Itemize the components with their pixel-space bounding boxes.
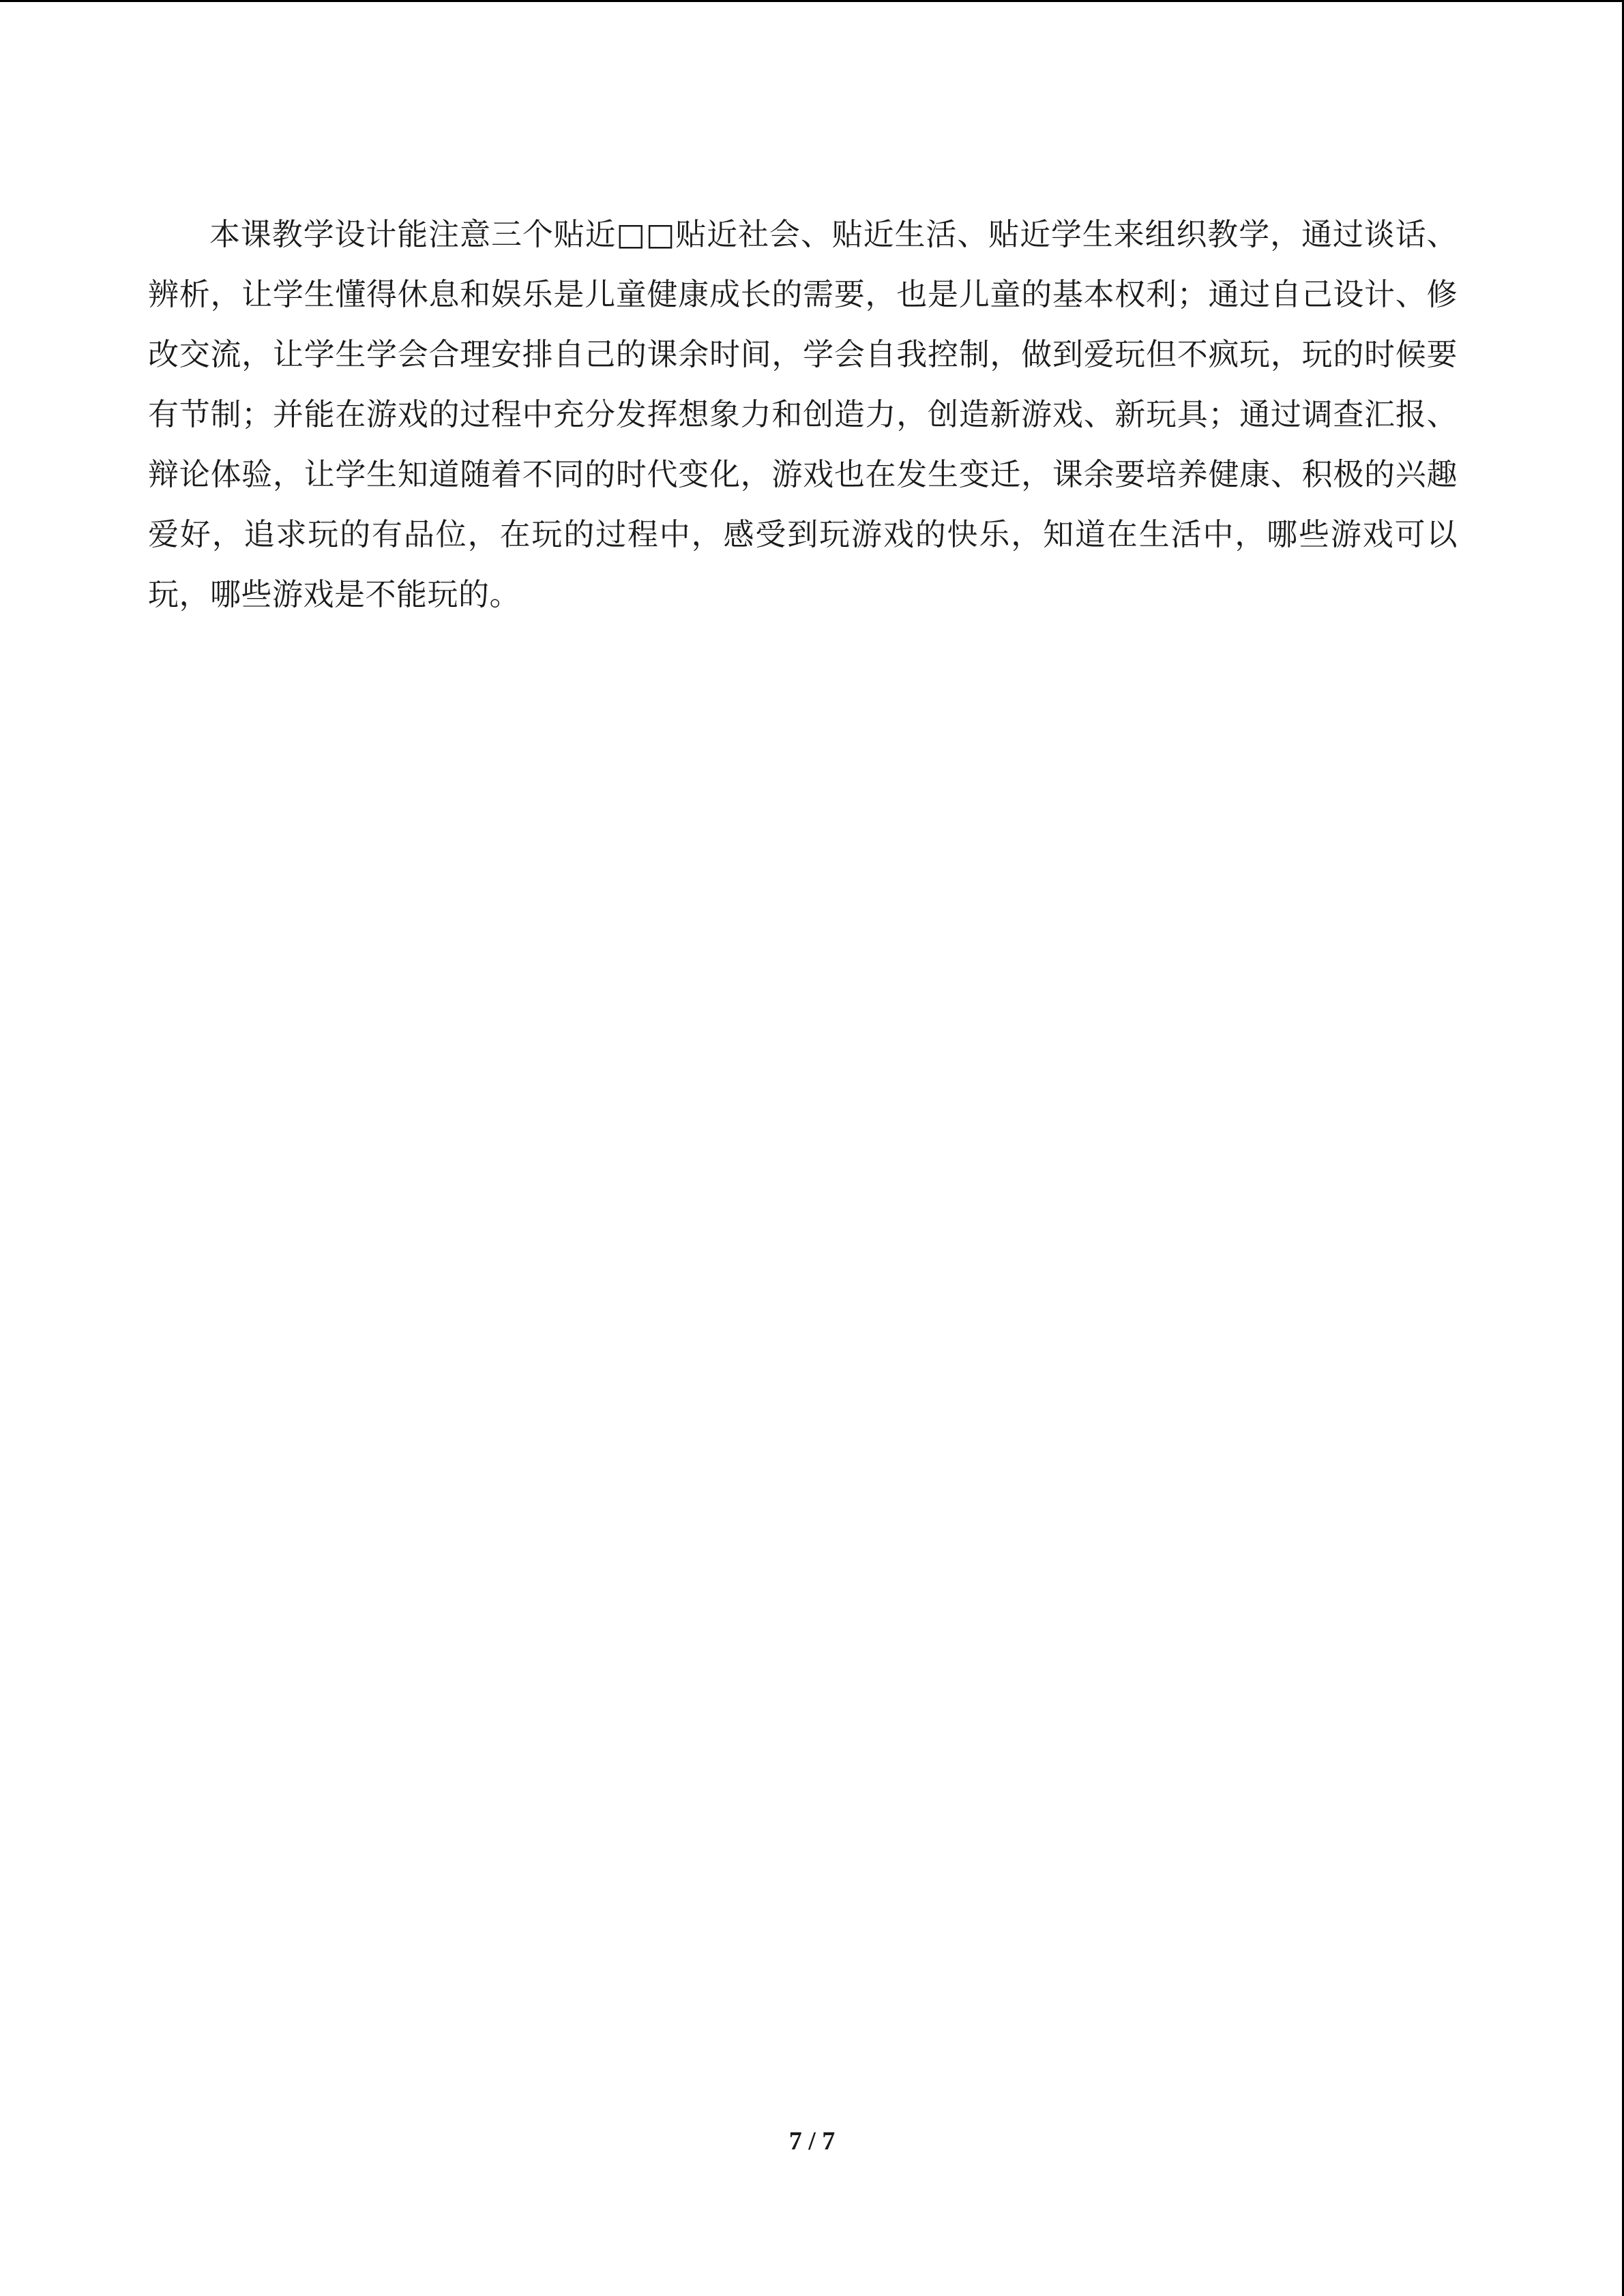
top-border-line — [0, 0, 1624, 2]
body-paragraph: 本课教学设计能注意三个贴近□□贴近社会、贴近生活、贴近学生来组织教学，通过谈话、辨析，让学生懂得休息和娱乐是儿童健康成长的需要，也是儿童的基本权利；通过自己设计、修改交流，让学生学会合理安排自己的课余时间，学会自我控制，做到爱玩但不疯玩，玩的时候要有节制；并能在游戏的过程中充分发挥想象力和创造力，创造新游戏、新玩具；通过调查汇报、辩论体验，让学生知道随着不同的时代变化，游戏也在发生变迁，课余要培养健康、积极的兴趣爱好，追求玩的有品位，在玩的过程中，感受到玩游戏的快乐，知道在生活中，哪些游戏可以玩，哪些游戏是不能玩的。 — [148, 216, 1458, 612]
page-number: 7 / 7 — [788, 2127, 836, 2156]
